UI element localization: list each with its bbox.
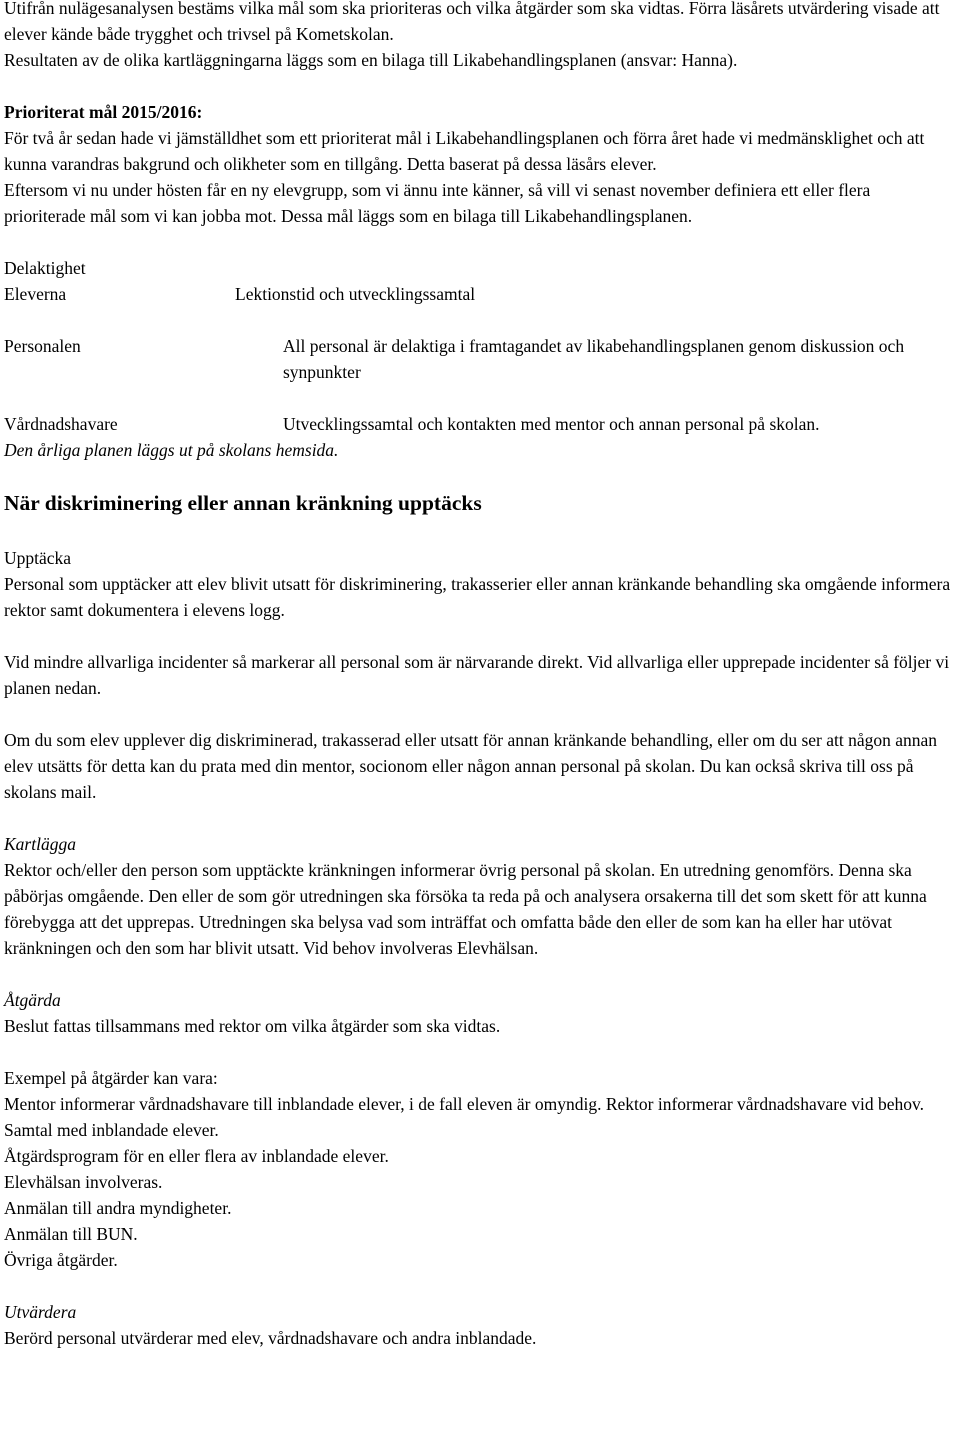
prioritized-goal-heading: Prioriterat mål 2015/2016: bbox=[4, 102, 203, 122]
participation-text: Lektionstid och utvecklingssamtal bbox=[235, 284, 476, 304]
survey-heading: Kartlägga bbox=[4, 834, 76, 854]
evaluate-paragraph: Berörd personal utvärderar med elev, vårdnadshavare och andra inblandade. bbox=[4, 1328, 537, 1348]
examples-heading: Exempel på åtgärder kan vara: bbox=[4, 1068, 218, 1088]
participation-row-staff bbox=[4, 333, 956, 385]
prioritized-goal-paragraph: För två år sedan hade vi jämställdhet som ett prioriterat mål i Likabehandlingsplanen och förra året hade vi medmänsklighet och att kunna varandras bakgrund och olikheter som en tillgång. Detta baserat på dessa läsårs elever. bbox=[4, 128, 925, 174]
detect-heading: Upptäcka bbox=[4, 548, 72, 568]
evaluate-heading: Utvärdera bbox=[4, 1302, 77, 1322]
participation-row-students bbox=[4, 281, 956, 307]
participation-label: Eleverna bbox=[4, 284, 67, 304]
example-item: Anmälan till andra myndigheter. bbox=[4, 1198, 232, 1218]
discovery-heading: När diskriminering eller annan kränkning upptäcks bbox=[4, 491, 482, 515]
example-item: Anmälan till BUN. bbox=[4, 1224, 138, 1244]
detect-paragraph-2: Vid mindre allvarliga incidenter så markerar all personal som är närvarande direkt. Vid allvarliga eller upprepade incidenter så följer vi planen nedan. bbox=[4, 652, 950, 698]
participation-row-guardians bbox=[4, 411, 956, 437]
survey-paragraph: Rektor och/eller den person som upptäckte kränkningen informerar övrig personal på skolan. En utredning genomförs. Denna ska påbörjas omgående. Den eller de som gör utredningen ska försöka ta reda på och analysera orsakerna till det som skett för att kunna förebygga att det upprepas. Utredningen ska belysa vad som inträffat och omfatta både den eller de som kan ha eller har utövat kränkningen och den som har blivit utsatt. Vid behov involveras Elevhälsan. bbox=[4, 860, 927, 958]
example-item: Elevhälsan involveras. bbox=[4, 1172, 163, 1192]
action-heading: Åtgärda bbox=[4, 990, 61, 1010]
document-page bbox=[4, 0, 956, 1351]
prioritized-goal-paragraph-2: Eftersom vi nu under hösten får en ny elevgrupp, som vi ännu inte känner, så vill vi senast november definiera ett eller flera prioriterade mål som vi kan jobba mot. Dessa mål läggs som en bilaga till Likabehandlingsplanen. bbox=[4, 180, 871, 226]
detect-paragraph: Personal som upptäcker att elev blivit utsatt för diskriminering, trakasserier eller annan kränkande behandling ska omgående informera rektor samt dokumentera i elevens logg. bbox=[4, 574, 951, 620]
participation-text: Utvecklingssamtal och kontakten med mentor och annan personal på skolan. bbox=[283, 414, 820, 434]
detect-paragraph-3: Om du som elev upplever dig diskriminerad, trakasserad eller utsatt för annan kränkande behandling, eller om du ser att någon annan elev utsätts för detta kan du prata med din mentor, socionom eller någon annan personal på skolan. Du kan också skriva till oss på skolans mail. bbox=[4, 730, 938, 802]
example-item: Åtgärdsprogram för en eller flera av inblandade elever. bbox=[4, 1146, 389, 1166]
intro-paragraph-results: Resultaten av de olika kartläggningarna läggs som en bilaga till Likabehandlingsplanen (ansvar: Hanna). bbox=[4, 50, 738, 70]
intro-paragraph: Utifrån nulägesanalysen bestäms vilka mål som ska prioriteras och vilka åtgärder som ska vidtas. Förra läsårets utvärdering visade att elever kände både trygghet och trivsel på Kometskolan. bbox=[4, 0, 940, 44]
participation-text: All personal är delaktiga i framtagandet av likabehandlingsplanen genom diskussion och synpunkter bbox=[283, 336, 905, 382]
participation-label: Personalen bbox=[4, 336, 81, 356]
participation-heading: Delaktighet bbox=[4, 258, 86, 278]
annual-plan-note: Den årliga planen läggs ut på skolans hemsida. bbox=[4, 440, 339, 460]
example-item: Mentor informerar vårdnadshavare till inblandade elever, i de fall eleven är omyndig. Rektor informerar vårdnadshavare vid behov. bbox=[4, 1094, 924, 1114]
action-paragraph: Beslut fattas tillsammans med rektor om vilka åtgärder som ska vidtas. bbox=[4, 1016, 501, 1036]
participation-label: Vårdnadshavare bbox=[4, 414, 118, 434]
example-item: Övriga åtgärder. bbox=[4, 1250, 118, 1270]
example-item: Samtal med inblandade elever. bbox=[4, 1120, 219, 1140]
